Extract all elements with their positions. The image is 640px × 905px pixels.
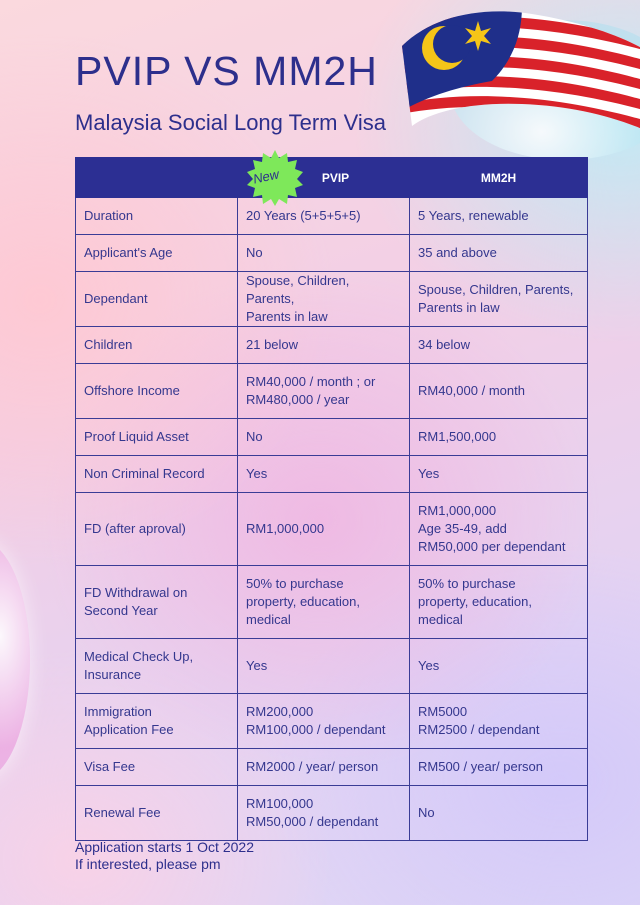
mm2h-cell: RM5000 RM2500 / dependant <box>410 694 588 749</box>
header-pvip <box>238 158 410 198</box>
row-label: Renewal Fee <box>76 786 238 841</box>
table-row <box>76 749 588 786</box>
pvip-cell: No <box>238 235 410 272</box>
table-row <box>76 272 588 327</box>
row-label: FD (after aproval) <box>76 493 238 566</box>
row-label: Children <box>76 327 238 364</box>
row-label: Non Criminal Record <box>76 456 238 493</box>
pvip-cell: No <box>238 419 410 456</box>
malaysia-flag-icon <box>392 6 640 131</box>
pvip-cell: RM100,000 RM50,000 / dependant <box>238 786 410 841</box>
header-mm2h: MM2H <box>410 158 588 198</box>
pvip-cell: 21 below <box>238 327 410 364</box>
page-title: PVIP VS MM2H <box>75 48 378 94</box>
row-label: Duration <box>76 198 238 235</box>
pvip-cell: RM200,000 RM100,000 / dependant <box>238 694 410 749</box>
mm2h-cell: Spouse, Children, Parents, Parents in law <box>410 272 588 327</box>
table-row <box>76 493 588 566</box>
mm2h-cell: RM1,500,000 <box>410 419 588 456</box>
mm2h-cell: RM500 / year/ person <box>410 749 588 786</box>
row-label: Proof Liquid Asset <box>76 419 238 456</box>
pvip-cell: Spouse, Children, Parents, Parents in law <box>238 272 410 327</box>
table-row <box>76 198 588 235</box>
pvip-cell: 50% to purchase property, education, medical <box>238 566 410 639</box>
header-pvip-label: PVIP <box>321 170 350 185</box>
comparison-table <box>75 157 588 841</box>
table-row <box>76 694 588 749</box>
table-row <box>76 235 588 272</box>
row-label: Offshore Income <box>76 364 238 419</box>
pvip-cell: RM2000 / year/ person <box>238 749 410 786</box>
new-badge-label: New <box>251 166 281 187</box>
table-header-row <box>76 158 588 198</box>
footer-line-2: If interested, please pm <box>75 856 221 872</box>
mm2h-cell: Yes <box>410 456 588 493</box>
mm2h-cell: RM40,000 / month <box>410 364 588 419</box>
table-row <box>76 456 588 493</box>
table-row <box>76 419 588 456</box>
mm2h-cell: RM1,000,000 Age 35-49, add RM50,000 per dependant <box>410 493 588 566</box>
pvip-cell: 20 Years (5+5+5+5) <box>238 198 410 235</box>
mm2h-cell: 5 Years, renewable <box>410 198 588 235</box>
row-label: FD Withdrawal on Second Year <box>76 566 238 639</box>
pvip-cell: RM1,000,000 <box>238 493 410 566</box>
row-label: Dependant <box>76 272 238 327</box>
mm2h-cell: No <box>410 786 588 841</box>
pvip-cell: RM40,000 / month ; or RM480,000 / year <box>238 364 410 419</box>
row-label: Visa Fee <box>76 749 238 786</box>
table-row <box>76 639 588 694</box>
row-label: Immigration Application Fee <box>76 694 238 749</box>
mm2h-cell: Yes <box>410 639 588 694</box>
mm2h-cell: 50% to purchase property, education, medical <box>410 566 588 639</box>
row-label: Applicant's Age <box>76 235 238 272</box>
pvip-cell: Yes <box>238 639 410 694</box>
mm2h-cell: 35 and above <box>410 235 588 272</box>
footer-line-1: Application starts 1 Oct 2022 <box>75 839 254 855</box>
page-subtitle: Malaysia Social Long Term Visa <box>75 110 387 135</box>
pvip-cell: Yes <box>238 456 410 493</box>
table-row <box>76 327 588 364</box>
decorative-bubble-left <box>0 540 30 780</box>
row-label: Medical Check Up, Insurance <box>76 639 238 694</box>
header-empty-cell <box>76 158 238 198</box>
footer-note <box>75 839 254 873</box>
table-row <box>76 566 588 639</box>
table-row <box>76 786 588 841</box>
table-row <box>76 364 588 419</box>
mm2h-cell: 34 below <box>410 327 588 364</box>
